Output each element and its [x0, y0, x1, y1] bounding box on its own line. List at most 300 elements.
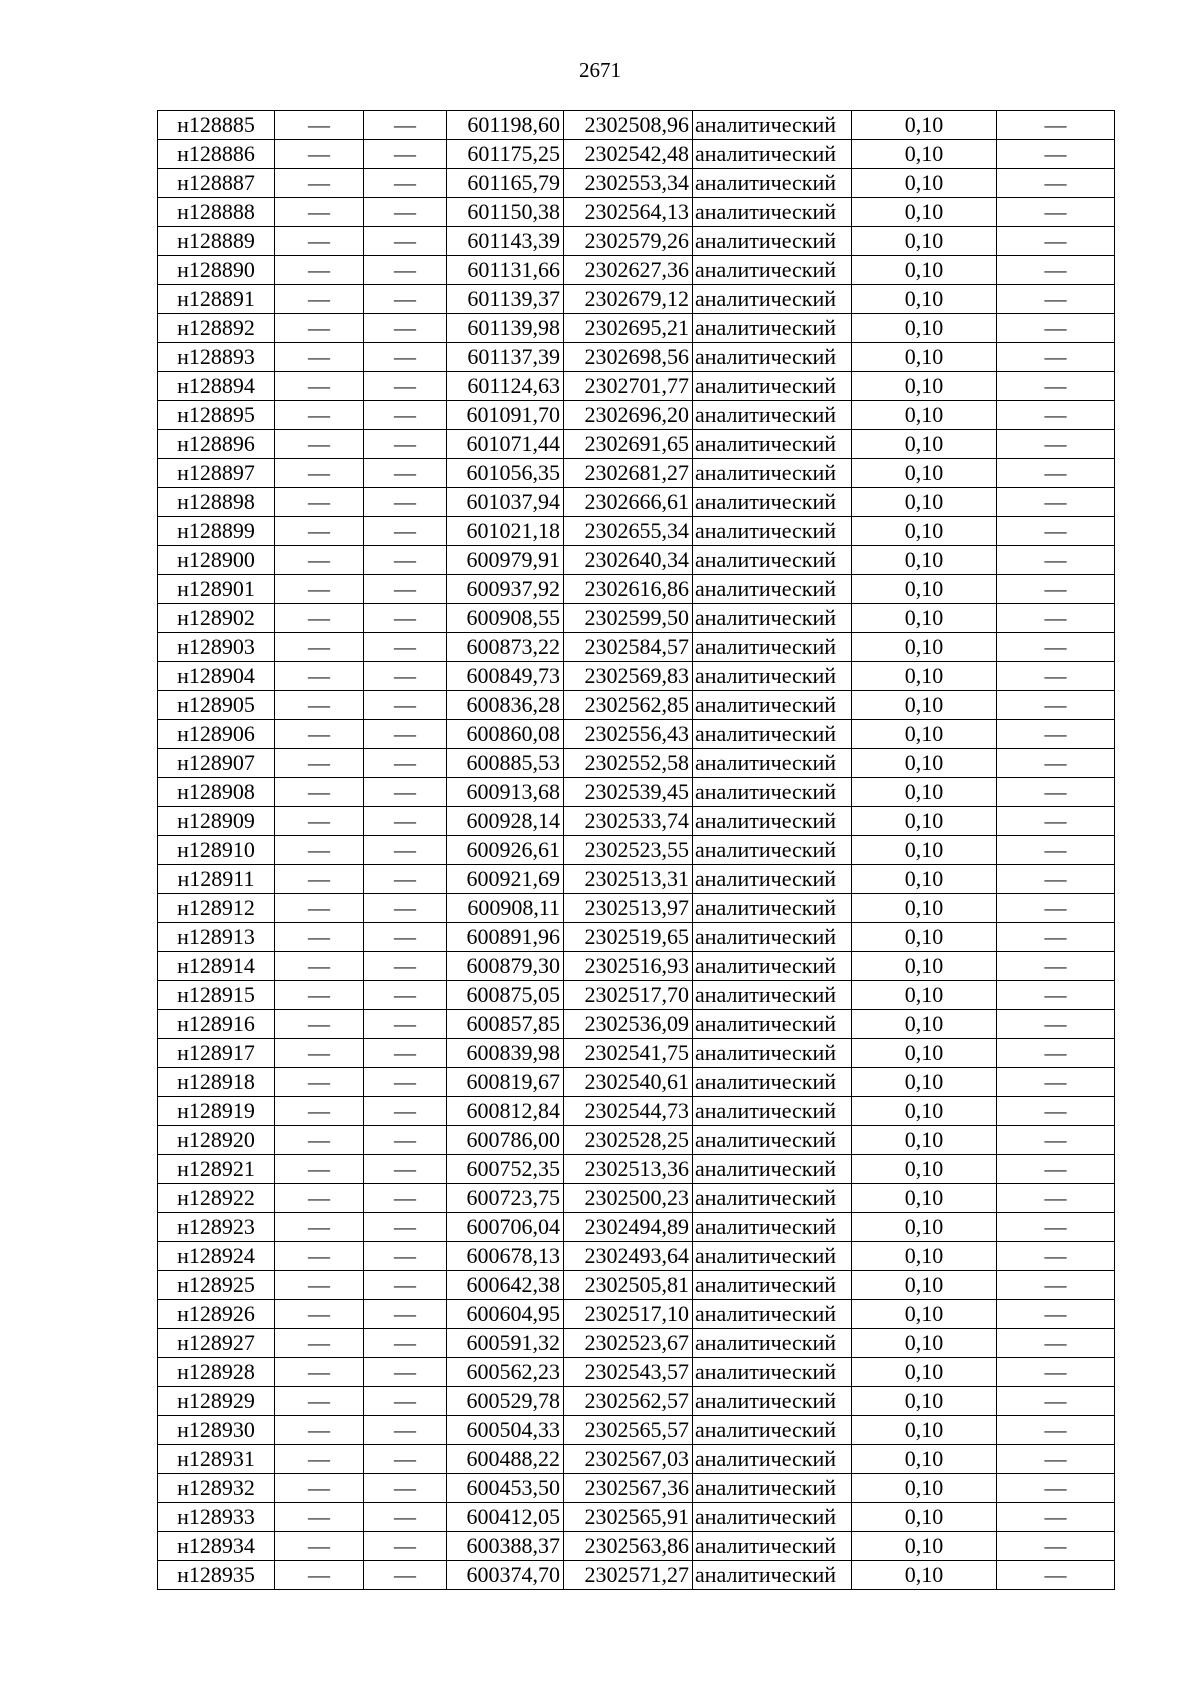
table-row: [158, 1097, 1115, 1126]
method-cell: аналитический: [693, 227, 852, 256]
accuracy-cell: 0,10: [852, 1010, 997, 1039]
x-coordinate-cell: 601056,35: [447, 459, 564, 488]
table-row: [158, 1300, 1115, 1329]
point-cell: н128917: [158, 1039, 275, 1068]
empty-dash-cell: —: [997, 1039, 1115, 1068]
empty-dash-cell: —: [275, 952, 364, 981]
method-cell: аналитический: [693, 1416, 852, 1445]
empty-dash-cell: —: [275, 1503, 364, 1532]
accuracy-cell: 0,10: [852, 459, 997, 488]
table-row: [158, 111, 1115, 140]
coordinates-table: [157, 110, 1115, 1590]
empty-dash-cell: —: [275, 546, 364, 575]
empty-dash-cell: —: [275, 1068, 364, 1097]
empty-dash-cell: —: [997, 488, 1115, 517]
table-row: [158, 1445, 1115, 1474]
empty-dash-cell: —: [275, 1561, 364, 1590]
table-row: [158, 1561, 1115, 1590]
empty-dash-cell: —: [275, 314, 364, 343]
empty-dash-cell: —: [275, 865, 364, 894]
method-cell: аналитический: [693, 285, 852, 314]
point-cell: н128889: [158, 227, 275, 256]
method-cell: аналитический: [693, 662, 852, 691]
accuracy-cell: 0,10: [852, 343, 997, 372]
table-row: [158, 285, 1115, 314]
y-coordinate-cell: 2302698,56: [564, 343, 693, 372]
table-row: [158, 1474, 1115, 1503]
y-coordinate-cell: 2302695,21: [564, 314, 693, 343]
table-row: [158, 227, 1115, 256]
empty-dash-cell: —: [275, 1039, 364, 1068]
point-cell: н128912: [158, 894, 275, 923]
empty-dash-cell: —: [997, 865, 1115, 894]
point-cell: н128932: [158, 1474, 275, 1503]
accuracy-cell: 0,10: [852, 1329, 997, 1358]
empty-dash-cell: —: [997, 749, 1115, 778]
y-coordinate-cell: 2302553,34: [564, 169, 693, 198]
y-coordinate-cell: 2302552,58: [564, 749, 693, 778]
table-row: [158, 198, 1115, 227]
point-cell: н128893: [158, 343, 275, 372]
accuracy-cell: 0,10: [852, 952, 997, 981]
empty-dash-cell: —: [275, 169, 364, 198]
accuracy-cell: 0,10: [852, 923, 997, 952]
y-coordinate-cell: 2302571,27: [564, 1561, 693, 1590]
empty-dash-cell: —: [997, 198, 1115, 227]
empty-dash-cell: —: [275, 1010, 364, 1039]
x-coordinate-cell: 600388,37: [447, 1532, 564, 1561]
empty-dash-cell: —: [275, 372, 364, 401]
y-coordinate-cell: 2302543,57: [564, 1358, 693, 1387]
empty-dash-cell: —: [364, 778, 447, 807]
empty-dash-cell: —: [275, 1445, 364, 1474]
empty-dash-cell: —: [364, 488, 447, 517]
x-coordinate-cell: 600921,69: [447, 865, 564, 894]
point-cell: н128910: [158, 836, 275, 865]
empty-dash-cell: —: [997, 546, 1115, 575]
accuracy-cell: 0,10: [852, 1068, 997, 1097]
empty-dash-cell: —: [275, 111, 364, 140]
accuracy-cell: 0,10: [852, 285, 997, 314]
point-cell: н128906: [158, 720, 275, 749]
x-coordinate-cell: 600604,95: [447, 1300, 564, 1329]
accuracy-cell: 0,10: [852, 430, 997, 459]
empty-dash-cell: —: [997, 459, 1115, 488]
method-cell: аналитический: [693, 1010, 852, 1039]
point-cell: н128935: [158, 1561, 275, 1590]
point-cell: н128905: [158, 691, 275, 720]
empty-dash-cell: —: [997, 1155, 1115, 1184]
point-cell: н128898: [158, 488, 275, 517]
point-cell: н128885: [158, 111, 275, 140]
y-coordinate-cell: 2302681,27: [564, 459, 693, 488]
table-row: [158, 1242, 1115, 1271]
x-coordinate-cell: 600786,00: [447, 1126, 564, 1155]
x-coordinate-cell: 601137,39: [447, 343, 564, 372]
point-cell: н128928: [158, 1358, 275, 1387]
empty-dash-cell: —: [364, 1561, 447, 1590]
x-coordinate-cell: 600885,53: [447, 749, 564, 778]
method-cell: аналитический: [693, 691, 852, 720]
accuracy-cell: 0,10: [852, 1039, 997, 1068]
point-cell: н128894: [158, 372, 275, 401]
empty-dash-cell: —: [364, 894, 447, 923]
method-cell: аналитический: [693, 314, 852, 343]
table-row: [158, 1358, 1115, 1387]
x-coordinate-cell: 600937,92: [447, 575, 564, 604]
y-coordinate-cell: 2302679,12: [564, 285, 693, 314]
y-coordinate-cell: 2302691,65: [564, 430, 693, 459]
table-row: [158, 256, 1115, 285]
x-coordinate-cell: 600488,22: [447, 1445, 564, 1474]
x-coordinate-cell: 600908,11: [447, 894, 564, 923]
point-cell: н128900: [158, 546, 275, 575]
empty-dash-cell: —: [364, 836, 447, 865]
accuracy-cell: 0,10: [852, 372, 997, 401]
empty-dash-cell: —: [364, 749, 447, 778]
empty-dash-cell: —: [997, 169, 1115, 198]
x-coordinate-cell: 601198,60: [447, 111, 564, 140]
method-cell: аналитический: [693, 1155, 852, 1184]
empty-dash-cell: —: [275, 691, 364, 720]
table-row: [158, 1010, 1115, 1039]
x-coordinate-cell: 600979,91: [447, 546, 564, 575]
x-coordinate-cell: 601021,18: [447, 517, 564, 546]
accuracy-cell: 0,10: [852, 1155, 997, 1184]
y-coordinate-cell: 2302513,97: [564, 894, 693, 923]
empty-dash-cell: —: [997, 401, 1115, 430]
point-cell: н128890: [158, 256, 275, 285]
x-coordinate-cell: 600678,13: [447, 1242, 564, 1271]
point-cell: н128896: [158, 430, 275, 459]
table-row: [158, 1213, 1115, 1242]
empty-dash-cell: —: [275, 488, 364, 517]
empty-dash-cell: —: [997, 1387, 1115, 1416]
accuracy-cell: 0,10: [852, 662, 997, 691]
empty-dash-cell: —: [997, 1358, 1115, 1387]
accuracy-cell: 0,10: [852, 1300, 997, 1329]
point-cell: н128907: [158, 749, 275, 778]
point-cell: н128919: [158, 1097, 275, 1126]
table-row: [158, 430, 1115, 459]
table-row: [158, 488, 1115, 517]
method-cell: аналитический: [693, 894, 852, 923]
x-coordinate-cell: 601131,66: [447, 256, 564, 285]
method-cell: аналитический: [693, 633, 852, 662]
empty-dash-cell: —: [364, 1155, 447, 1184]
method-cell: аналитический: [693, 1126, 852, 1155]
point-cell: н128915: [158, 981, 275, 1010]
method-cell: аналитический: [693, 546, 852, 575]
empty-dash-cell: —: [997, 778, 1115, 807]
empty-dash-cell: —: [364, 807, 447, 836]
empty-dash-cell: —: [275, 1155, 364, 1184]
accuracy-cell: 0,10: [852, 1532, 997, 1561]
point-cell: н128918: [158, 1068, 275, 1097]
empty-dash-cell: —: [364, 256, 447, 285]
x-coordinate-cell: 601139,98: [447, 314, 564, 343]
point-cell: н128933: [158, 1503, 275, 1532]
x-coordinate-cell: 600860,08: [447, 720, 564, 749]
empty-dash-cell: —: [275, 662, 364, 691]
table-row: [158, 952, 1115, 981]
y-coordinate-cell: 2302516,93: [564, 952, 693, 981]
accuracy-cell: 0,10: [852, 836, 997, 865]
method-cell: аналитический: [693, 343, 852, 372]
empty-dash-cell: —: [364, 285, 447, 314]
x-coordinate-cell: 600706,04: [447, 1213, 564, 1242]
x-coordinate-cell: 600412,05: [447, 1503, 564, 1532]
empty-dash-cell: —: [997, 430, 1115, 459]
method-cell: аналитический: [693, 111, 852, 140]
x-coordinate-cell: 600913,68: [447, 778, 564, 807]
point-cell: н128897: [158, 459, 275, 488]
empty-dash-cell: —: [364, 1010, 447, 1039]
empty-dash-cell: —: [275, 1329, 364, 1358]
accuracy-cell: 0,10: [852, 1242, 997, 1271]
empty-dash-cell: —: [997, 807, 1115, 836]
y-coordinate-cell: 2302640,34: [564, 546, 693, 575]
point-cell: н128895: [158, 401, 275, 430]
method-cell: аналитический: [693, 952, 852, 981]
empty-dash-cell: —: [275, 1358, 364, 1387]
empty-dash-cell: —: [997, 1300, 1115, 1329]
method-cell: аналитический: [693, 1445, 852, 1474]
y-coordinate-cell: 2302562,57: [564, 1387, 693, 1416]
y-coordinate-cell: 2302567,36: [564, 1474, 693, 1503]
table-row: [158, 372, 1115, 401]
empty-dash-cell: —: [275, 633, 364, 662]
empty-dash-cell: —: [997, 111, 1115, 140]
empty-dash-cell: —: [275, 1474, 364, 1503]
method-cell: аналитический: [693, 1387, 852, 1416]
empty-dash-cell: —: [275, 430, 364, 459]
empty-dash-cell: —: [997, 1532, 1115, 1561]
table-row: [158, 343, 1115, 372]
accuracy-cell: 0,10: [852, 1213, 997, 1242]
empty-dash-cell: —: [364, 1474, 447, 1503]
method-cell: аналитический: [693, 401, 852, 430]
y-coordinate-cell: 2302696,20: [564, 401, 693, 430]
empty-dash-cell: —: [997, 1474, 1115, 1503]
y-coordinate-cell: 2302539,45: [564, 778, 693, 807]
empty-dash-cell: —: [275, 1271, 364, 1300]
empty-dash-cell: —: [364, 1213, 447, 1242]
empty-dash-cell: —: [364, 1271, 447, 1300]
accuracy-cell: 0,10: [852, 575, 997, 604]
method-cell: аналитический: [693, 865, 852, 894]
table-row: [158, 720, 1115, 749]
table-row: [158, 1184, 1115, 1213]
x-coordinate-cell: 600812,84: [447, 1097, 564, 1126]
table-row: [158, 1039, 1115, 1068]
empty-dash-cell: —: [275, 749, 364, 778]
empty-dash-cell: —: [364, 517, 447, 546]
empty-dash-cell: —: [997, 227, 1115, 256]
x-coordinate-cell: 600849,73: [447, 662, 564, 691]
empty-dash-cell: —: [997, 633, 1115, 662]
empty-dash-cell: —: [275, 981, 364, 1010]
method-cell: аналитический: [693, 1271, 852, 1300]
accuracy-cell: 0,10: [852, 314, 997, 343]
empty-dash-cell: —: [997, 1329, 1115, 1358]
method-cell: аналитический: [693, 778, 852, 807]
empty-dash-cell: —: [364, 604, 447, 633]
page-number: 2671: [579, 58, 621, 82]
y-coordinate-cell: 2302616,86: [564, 575, 693, 604]
y-coordinate-cell: 2302579,26: [564, 227, 693, 256]
method-cell: аналитический: [693, 604, 852, 633]
accuracy-cell: 0,10: [852, 1474, 997, 1503]
empty-dash-cell: —: [275, 1242, 364, 1271]
empty-dash-cell: —: [364, 198, 447, 227]
empty-dash-cell: —: [364, 1242, 447, 1271]
accuracy-cell: 0,10: [852, 111, 997, 140]
x-coordinate-cell: 600504,33: [447, 1416, 564, 1445]
empty-dash-cell: —: [364, 546, 447, 575]
y-coordinate-cell: 2302519,65: [564, 923, 693, 952]
empty-dash-cell: —: [997, 140, 1115, 169]
point-cell: н128923: [158, 1213, 275, 1242]
empty-dash-cell: —: [364, 314, 447, 343]
empty-dash-cell: —: [275, 836, 364, 865]
x-coordinate-cell: 600839,98: [447, 1039, 564, 1068]
x-coordinate-cell: 600836,28: [447, 691, 564, 720]
x-coordinate-cell: 600723,75: [447, 1184, 564, 1213]
table-row: [158, 1532, 1115, 1561]
y-coordinate-cell: 2302584,57: [564, 633, 693, 662]
method-cell: аналитический: [693, 1184, 852, 1213]
x-coordinate-cell: 601150,38: [447, 198, 564, 227]
y-coordinate-cell: 2302494,89: [564, 1213, 693, 1242]
point-cell: н128903: [158, 633, 275, 662]
point-cell: н128911: [158, 865, 275, 894]
accuracy-cell: 0,10: [852, 1503, 997, 1532]
point-cell: н128902: [158, 604, 275, 633]
empty-dash-cell: —: [364, 662, 447, 691]
y-coordinate-cell: 2302533,74: [564, 807, 693, 836]
empty-dash-cell: —: [364, 1126, 447, 1155]
method-cell: аналитический: [693, 1358, 852, 1387]
table-row: [158, 836, 1115, 865]
empty-dash-cell: —: [997, 836, 1115, 865]
method-cell: аналитический: [693, 836, 852, 865]
method-cell: аналитический: [693, 720, 852, 749]
x-coordinate-cell: 600642,38: [447, 1271, 564, 1300]
table-row: [158, 1126, 1115, 1155]
method-cell: аналитический: [693, 256, 852, 285]
point-cell: н128904: [158, 662, 275, 691]
accuracy-cell: 0,10: [852, 633, 997, 662]
empty-dash-cell: —: [364, 401, 447, 430]
empty-dash-cell: —: [997, 314, 1115, 343]
point-cell: н128921: [158, 1155, 275, 1184]
empty-dash-cell: —: [364, 430, 447, 459]
empty-dash-cell: —: [364, 1097, 447, 1126]
y-coordinate-cell: 2302493,64: [564, 1242, 693, 1271]
empty-dash-cell: —: [364, 981, 447, 1010]
accuracy-cell: 0,10: [852, 720, 997, 749]
empty-dash-cell: —: [364, 459, 447, 488]
accuracy-cell: 0,10: [852, 1097, 997, 1126]
empty-dash-cell: —: [364, 633, 447, 662]
point-cell: н128901: [158, 575, 275, 604]
empty-dash-cell: —: [364, 1068, 447, 1097]
table-row: [158, 314, 1115, 343]
empty-dash-cell: —: [275, 1532, 364, 1561]
table-row: [158, 1416, 1115, 1445]
empty-dash-cell: —: [364, 1184, 447, 1213]
y-coordinate-cell: 2302599,50: [564, 604, 693, 633]
table-row: [158, 1503, 1115, 1532]
empty-dash-cell: —: [275, 1184, 364, 1213]
empty-dash-cell: —: [364, 1503, 447, 1532]
point-cell: н128908: [158, 778, 275, 807]
table-row: [158, 546, 1115, 575]
accuracy-cell: 0,10: [852, 807, 997, 836]
accuracy-cell: 0,10: [852, 1271, 997, 1300]
empty-dash-cell: —: [364, 952, 447, 981]
empty-dash-cell: —: [275, 923, 364, 952]
empty-dash-cell: —: [997, 952, 1115, 981]
point-cell: н128924: [158, 1242, 275, 1271]
empty-dash-cell: —: [364, 372, 447, 401]
table-row: [158, 459, 1115, 488]
accuracy-cell: 0,10: [852, 1445, 997, 1474]
empty-dash-cell: —: [275, 227, 364, 256]
empty-dash-cell: —: [364, 1039, 447, 1068]
table-row: [158, 633, 1115, 662]
table-row: [158, 169, 1115, 198]
empty-dash-cell: —: [997, 604, 1115, 633]
x-coordinate-cell: 600879,30: [447, 952, 564, 981]
empty-dash-cell: —: [364, 1445, 447, 1474]
point-cell: н128931: [158, 1445, 275, 1474]
method-cell: аналитический: [693, 169, 852, 198]
y-coordinate-cell: 2302627,36: [564, 256, 693, 285]
empty-dash-cell: —: [275, 807, 364, 836]
point-cell: н128927: [158, 1329, 275, 1358]
empty-dash-cell: —: [997, 1561, 1115, 1590]
point-cell: н128892: [158, 314, 275, 343]
method-cell: аналитический: [693, 140, 852, 169]
empty-dash-cell: —: [275, 1126, 364, 1155]
point-cell: н128922: [158, 1184, 275, 1213]
empty-dash-cell: —: [275, 604, 364, 633]
empty-dash-cell: —: [275, 1387, 364, 1416]
empty-dash-cell: —: [997, 981, 1115, 1010]
y-coordinate-cell: 2302523,67: [564, 1329, 693, 1358]
empty-dash-cell: —: [997, 256, 1115, 285]
empty-dash-cell: —: [997, 1184, 1115, 1213]
point-cell: н128913: [158, 923, 275, 952]
y-coordinate-cell: 2302565,91: [564, 1503, 693, 1532]
method-cell: аналитический: [693, 1242, 852, 1271]
y-coordinate-cell: 2302517,70: [564, 981, 693, 1010]
table-row: [158, 140, 1115, 169]
empty-dash-cell: —: [275, 720, 364, 749]
y-coordinate-cell: 2302542,48: [564, 140, 693, 169]
empty-dash-cell: —: [997, 285, 1115, 314]
point-cell: н128899: [158, 517, 275, 546]
empty-dash-cell: —: [997, 720, 1115, 749]
y-coordinate-cell: 2302523,55: [564, 836, 693, 865]
accuracy-cell: 0,10: [852, 256, 997, 285]
method-cell: аналитический: [693, 1503, 852, 1532]
empty-dash-cell: —: [275, 343, 364, 372]
empty-dash-cell: —: [997, 1242, 1115, 1271]
y-coordinate-cell: 2302655,34: [564, 517, 693, 546]
